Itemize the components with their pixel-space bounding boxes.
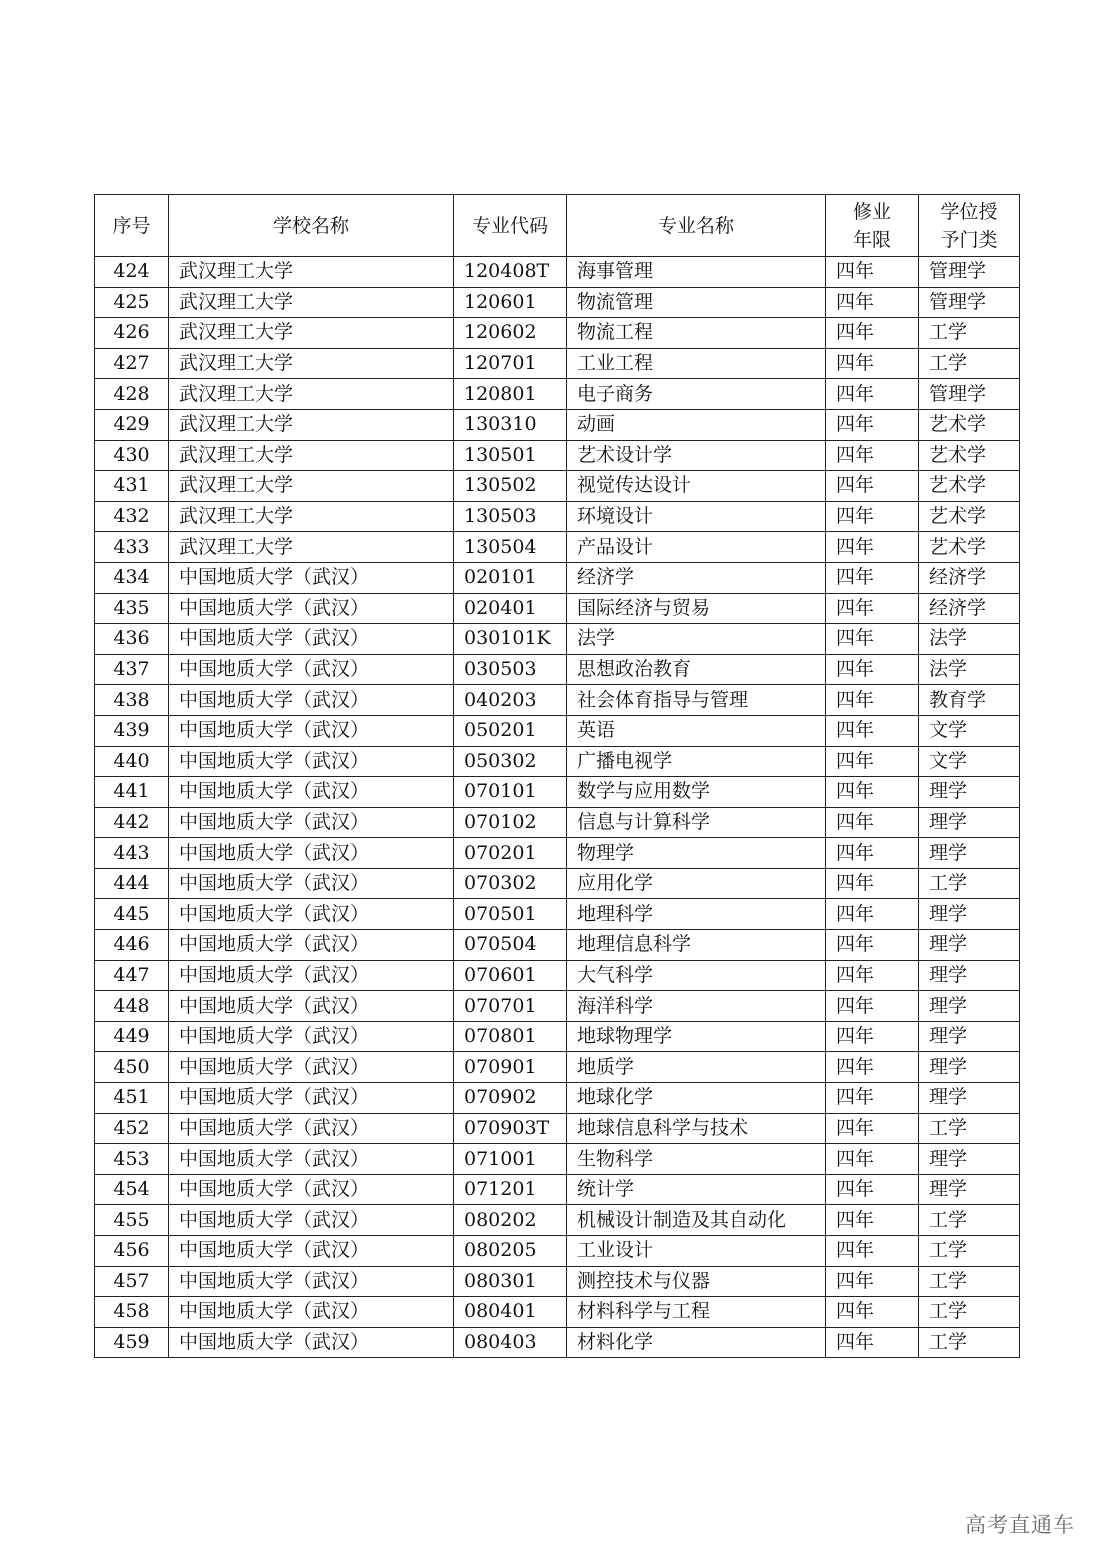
cell-major: 物理学: [567, 838, 826, 869]
cell-code: 120602: [454, 318, 567, 349]
cell-index: 458: [95, 1297, 169, 1328]
header-degree-line1: 学位授: [940, 200, 998, 223]
cell-major: 地球物理学: [567, 1021, 826, 1052]
cell-years: 四年: [826, 838, 919, 869]
table-row: [95, 532, 1020, 563]
cell-major: 测控技术与仪器: [567, 1266, 826, 1297]
cell-years: 四年: [826, 685, 919, 716]
cell-years: 四年: [826, 532, 919, 563]
cell-index: 440: [95, 746, 169, 777]
cell-school: 中国地质大学（武汉）: [169, 593, 454, 624]
cell-school: 中国地质大学（武汉）: [169, 1052, 454, 1083]
table-row: [95, 868, 1020, 899]
table-row: [95, 838, 1020, 869]
table-row: [95, 287, 1020, 318]
cell-degree: 法学: [919, 654, 1020, 685]
cell-code: 130503: [454, 501, 567, 532]
cell-school: 中国地质大学（武汉）: [169, 1083, 454, 1114]
cell-major: 机械设计制造及其自动化: [567, 1205, 826, 1236]
table-row: [95, 715, 1020, 746]
cell-major: 地理科学: [567, 899, 826, 930]
cell-major: 地理信息科学: [567, 930, 826, 961]
cell-degree: 经济学: [919, 562, 1020, 593]
header-row: [95, 195, 1020, 257]
cell-years: 四年: [826, 1021, 919, 1052]
cell-years: 四年: [826, 1113, 919, 1144]
table-row: [95, 1174, 1020, 1205]
cell-degree: 理学: [919, 1052, 1020, 1083]
cell-major: 海事管理: [567, 257, 826, 288]
cell-code: 070801: [454, 1021, 567, 1052]
cell-degree: 工学: [919, 1327, 1020, 1358]
cell-school: 中国地质大学（武汉）: [169, 624, 454, 655]
cell-code: 020101: [454, 562, 567, 593]
cell-code: 070901: [454, 1052, 567, 1083]
cell-code: 120408T: [454, 257, 567, 288]
table-row: [95, 471, 1020, 502]
cell-years: 四年: [826, 501, 919, 532]
cell-index: 428: [95, 379, 169, 410]
header-years-line2: 年限: [852, 228, 891, 251]
cell-school: 武汉理工大学: [169, 532, 454, 563]
cell-degree: 理学: [919, 930, 1020, 961]
cell-degree: 工学: [919, 1266, 1020, 1297]
cell-index: 445: [95, 899, 169, 930]
cell-code: 130310: [454, 409, 567, 440]
table-row: [95, 348, 1020, 379]
cell-code: 050201: [454, 715, 567, 746]
cell-degree: 经济学: [919, 593, 1020, 624]
table-row: [95, 991, 1020, 1022]
cell-index: 442: [95, 807, 169, 838]
cell-degree: 理学: [919, 991, 1020, 1022]
cell-code: 070501: [454, 899, 567, 930]
cell-code: 070504: [454, 930, 567, 961]
cell-index: 439: [95, 715, 169, 746]
cell-degree: 教育学: [919, 685, 1020, 716]
cell-index: 444: [95, 868, 169, 899]
cell-index: 448: [95, 991, 169, 1022]
cell-school: 中国地质大学（武汉）: [169, 777, 454, 808]
cell-major: 物流工程: [567, 318, 826, 349]
cell-code: 130501: [454, 440, 567, 471]
header-degree-line2: 予门类: [940, 228, 998, 251]
cell-years: 四年: [826, 746, 919, 777]
major-table-container: [94, 194, 1019, 1358]
cell-years: 四年: [826, 960, 919, 991]
cell-years: 四年: [826, 257, 919, 288]
cell-index: 430: [95, 440, 169, 471]
cell-index: 425: [95, 287, 169, 318]
cell-years: 四年: [826, 930, 919, 961]
cell-school: 武汉理工大学: [169, 257, 454, 288]
cell-major: 工业工程: [567, 348, 826, 379]
table-row: [95, 654, 1020, 685]
cell-years: 四年: [826, 318, 919, 349]
table-row: [95, 1327, 1020, 1358]
table-row: [95, 593, 1020, 624]
cell-school: 中国地质大学（武汉）: [169, 1205, 454, 1236]
cell-school: 武汉理工大学: [169, 440, 454, 471]
cell-degree: 管理学: [919, 287, 1020, 318]
cell-years: 四年: [826, 991, 919, 1022]
cell-major: 地球化学: [567, 1083, 826, 1114]
cell-major: 大气科学: [567, 960, 826, 991]
cell-school: 中国地质大学（武汉）: [169, 654, 454, 685]
cell-code: 070902: [454, 1083, 567, 1114]
cell-index: 437: [95, 654, 169, 685]
cell-school: 中国地质大学（武汉）: [169, 685, 454, 716]
cell-code: 080202: [454, 1205, 567, 1236]
cell-major: 电子商务: [567, 379, 826, 410]
cell-index: 451: [95, 1083, 169, 1114]
cell-code: 120701: [454, 348, 567, 379]
cell-school: 武汉理工大学: [169, 287, 454, 318]
table-row: [95, 960, 1020, 991]
cell-degree: 工学: [919, 1297, 1020, 1328]
cell-school: 中国地质大学（武汉）: [169, 1266, 454, 1297]
table-row: [95, 685, 1020, 716]
cell-major: 地球信息科学与技术: [567, 1113, 826, 1144]
cell-degree: 法学: [919, 624, 1020, 655]
table-row: [95, 1205, 1020, 1236]
table-row: [95, 440, 1020, 471]
cell-index: 449: [95, 1021, 169, 1052]
cell-degree: 管理学: [919, 257, 1020, 288]
cell-major: 统计学: [567, 1174, 826, 1205]
cell-school: 中国地质大学（武汉）: [169, 1174, 454, 1205]
cell-degree: 文学: [919, 746, 1020, 777]
cell-major: 数学与应用数学: [567, 777, 826, 808]
cell-major: 材料科学与工程: [567, 1297, 826, 1328]
cell-degree: 理学: [919, 807, 1020, 838]
table-row: [95, 1021, 1020, 1052]
cell-index: 450: [95, 1052, 169, 1083]
cell-index: 432: [95, 501, 169, 532]
cell-code: 050302: [454, 746, 567, 777]
cell-school: 武汉理工大学: [169, 379, 454, 410]
cell-years: 四年: [826, 440, 919, 471]
table-row: [95, 807, 1020, 838]
cell-major: 艺术设计学: [567, 440, 826, 471]
cell-index: 455: [95, 1205, 169, 1236]
cell-years: 四年: [826, 1327, 919, 1358]
major-table: [94, 194, 1020, 1358]
cell-code: 080301: [454, 1266, 567, 1297]
table-row: [95, 746, 1020, 777]
header-school: 学校名称: [169, 195, 454, 257]
cell-school: 中国地质大学（武汉）: [169, 930, 454, 961]
cell-code: 080403: [454, 1327, 567, 1358]
table-row: [95, 777, 1020, 808]
cell-years: 四年: [826, 807, 919, 838]
cell-major: 信息与计算科学: [567, 807, 826, 838]
cell-years: 四年: [826, 868, 919, 899]
table-row: [95, 1297, 1020, 1328]
cell-major: 物流管理: [567, 287, 826, 318]
cell-school: 中国地质大学（武汉）: [169, 838, 454, 869]
cell-years: 四年: [826, 777, 919, 808]
cell-degree: 理学: [919, 777, 1020, 808]
cell-major: 广播电视学: [567, 746, 826, 777]
cell-degree: 工学: [919, 868, 1020, 899]
cell-years: 四年: [826, 562, 919, 593]
table-row: [95, 1113, 1020, 1144]
cell-years: 四年: [826, 1144, 919, 1175]
cell-code: 070101: [454, 777, 567, 808]
cell-index: 427: [95, 348, 169, 379]
cell-index: 429: [95, 409, 169, 440]
cell-major: 应用化学: [567, 868, 826, 899]
cell-degree: 工学: [919, 1113, 1020, 1144]
table-header: [95, 195, 1020, 257]
cell-degree: 艺术学: [919, 532, 1020, 563]
table-row: [95, 899, 1020, 930]
cell-code: 030503: [454, 654, 567, 685]
cell-degree: 管理学: [919, 379, 1020, 410]
cell-code: 070201: [454, 838, 567, 869]
header-index: 序号: [95, 195, 169, 257]
cell-school: 武汉理工大学: [169, 348, 454, 379]
table-row: [95, 1144, 1020, 1175]
cell-years: 四年: [826, 1083, 919, 1114]
cell-school: 中国地质大学（武汉）: [169, 899, 454, 930]
cell-degree: 工学: [919, 318, 1020, 349]
cell-index: 441: [95, 777, 169, 808]
cell-years: 四年: [826, 1174, 919, 1205]
cell-major: 地质学: [567, 1052, 826, 1083]
cell-code: 120801: [454, 379, 567, 410]
cell-degree: 工学: [919, 1236, 1020, 1267]
watermark: 高考直通车: [965, 1513, 1075, 1537]
cell-degree: 理学: [919, 1174, 1020, 1205]
table-row: [95, 624, 1020, 655]
cell-degree: 理学: [919, 960, 1020, 991]
cell-code: 071001: [454, 1144, 567, 1175]
cell-years: 四年: [826, 1297, 919, 1328]
cell-code: 080401: [454, 1297, 567, 1328]
cell-years: 四年: [826, 593, 919, 624]
cell-code: 020401: [454, 593, 567, 624]
cell-code: 040203: [454, 685, 567, 716]
table-row: [95, 1236, 1020, 1267]
cell-school: 中国地质大学（武汉）: [169, 991, 454, 1022]
cell-code: 070903T: [454, 1113, 567, 1144]
cell-years: 四年: [826, 1266, 919, 1297]
cell-code: 070102: [454, 807, 567, 838]
cell-major: 环境设计: [567, 501, 826, 532]
cell-index: 454: [95, 1174, 169, 1205]
cell-major: 英语: [567, 715, 826, 746]
cell-index: 431: [95, 471, 169, 502]
cell-index: 447: [95, 960, 169, 991]
cell-degree: 艺术学: [919, 471, 1020, 502]
cell-major: 产品设计: [567, 532, 826, 563]
cell-years: 四年: [826, 348, 919, 379]
cell-years: 四年: [826, 379, 919, 410]
cell-index: 426: [95, 318, 169, 349]
header-major: 专业名称: [567, 195, 826, 257]
cell-major: 生物科学: [567, 1144, 826, 1175]
cell-major: 工业设计: [567, 1236, 826, 1267]
cell-code: 120601: [454, 287, 567, 318]
cell-index: 452: [95, 1113, 169, 1144]
cell-school: 中国地质大学（武汉）: [169, 1297, 454, 1328]
cell-major: 思想政治教育: [567, 654, 826, 685]
cell-years: 四年: [826, 409, 919, 440]
cell-degree: 艺术学: [919, 440, 1020, 471]
cell-code: 030101K: [454, 624, 567, 655]
table-row: [95, 562, 1020, 593]
cell-code: 080205: [454, 1236, 567, 1267]
cell-school: 中国地质大学（武汉）: [169, 868, 454, 899]
cell-index: 433: [95, 532, 169, 563]
table-row: [95, 501, 1020, 532]
cell-index: 443: [95, 838, 169, 869]
cell-school: 中国地质大学（武汉）: [169, 1021, 454, 1052]
cell-index: 438: [95, 685, 169, 716]
cell-school: 武汉理工大学: [169, 318, 454, 349]
cell-major: 动画: [567, 409, 826, 440]
table-body: [95, 257, 1020, 1358]
cell-index: 446: [95, 930, 169, 961]
cell-school: 中国地质大学（武汉）: [169, 1144, 454, 1175]
cell-school: 武汉理工大学: [169, 501, 454, 532]
cell-school: 中国地质大学（武汉）: [169, 562, 454, 593]
cell-years: 四年: [826, 1236, 919, 1267]
cell-school: 武汉理工大学: [169, 471, 454, 502]
cell-years: 四年: [826, 1205, 919, 1236]
cell-degree: 工学: [919, 348, 1020, 379]
cell-school: 中国地质大学（武汉）: [169, 746, 454, 777]
cell-code: 070701: [454, 991, 567, 1022]
cell-code: 130502: [454, 471, 567, 502]
cell-degree: 艺术学: [919, 409, 1020, 440]
header-degree: [919, 195, 1020, 257]
cell-major: 国际经济与贸易: [567, 593, 826, 624]
cell-code: 071201: [454, 1174, 567, 1205]
header-years-line1: 修业: [852, 200, 891, 223]
cell-school: 中国地质大学（武汉）: [169, 960, 454, 991]
table-row: [95, 930, 1020, 961]
cell-degree: 艺术学: [919, 501, 1020, 532]
cell-degree: 理学: [919, 838, 1020, 869]
table-row: [95, 257, 1020, 288]
table-row: [95, 409, 1020, 440]
cell-school: 中国地质大学（武汉）: [169, 807, 454, 838]
cell-code: 070601: [454, 960, 567, 991]
cell-major: 社会体育指导与管理: [567, 685, 826, 716]
cell-degree: 理学: [919, 899, 1020, 930]
table-row: [95, 379, 1020, 410]
cell-years: 四年: [826, 715, 919, 746]
cell-major: 经济学: [567, 562, 826, 593]
cell-major: 材料化学: [567, 1327, 826, 1358]
cell-index: 434: [95, 562, 169, 593]
cell-degree: 文学: [919, 715, 1020, 746]
cell-index: 435: [95, 593, 169, 624]
cell-years: 四年: [826, 287, 919, 318]
cell-index: 457: [95, 1266, 169, 1297]
header-code: 专业代码: [454, 195, 567, 257]
cell-years: 四年: [826, 471, 919, 502]
cell-major: 法学: [567, 624, 826, 655]
cell-school: 武汉理工大学: [169, 409, 454, 440]
cell-years: 四年: [826, 1052, 919, 1083]
cell-degree: 理学: [919, 1083, 1020, 1114]
cell-years: 四年: [826, 899, 919, 930]
cell-degree: 理学: [919, 1144, 1020, 1175]
cell-school: 中国地质大学（武汉）: [169, 715, 454, 746]
header-years: [826, 195, 919, 257]
cell-code: 130504: [454, 532, 567, 563]
cell-index: 436: [95, 624, 169, 655]
cell-index: 424: [95, 257, 169, 288]
cell-degree: 工学: [919, 1205, 1020, 1236]
cell-school: 中国地质大学（武汉）: [169, 1327, 454, 1358]
cell-years: 四年: [826, 654, 919, 685]
cell-major: 海洋科学: [567, 991, 826, 1022]
cell-degree: 理学: [919, 1021, 1020, 1052]
table-row: [95, 1052, 1020, 1083]
cell-major: 视觉传达设计: [567, 471, 826, 502]
cell-index: 453: [95, 1144, 169, 1175]
cell-years: 四年: [826, 624, 919, 655]
cell-index: 456: [95, 1236, 169, 1267]
cell-code: 070302: [454, 868, 567, 899]
cell-index: 459: [95, 1327, 169, 1358]
cell-school: 中国地质大学（武汉）: [169, 1113, 454, 1144]
table-row: [95, 318, 1020, 349]
table-row: [95, 1083, 1020, 1114]
table-row: [95, 1266, 1020, 1297]
cell-school: 中国地质大学（武汉）: [169, 1236, 454, 1267]
